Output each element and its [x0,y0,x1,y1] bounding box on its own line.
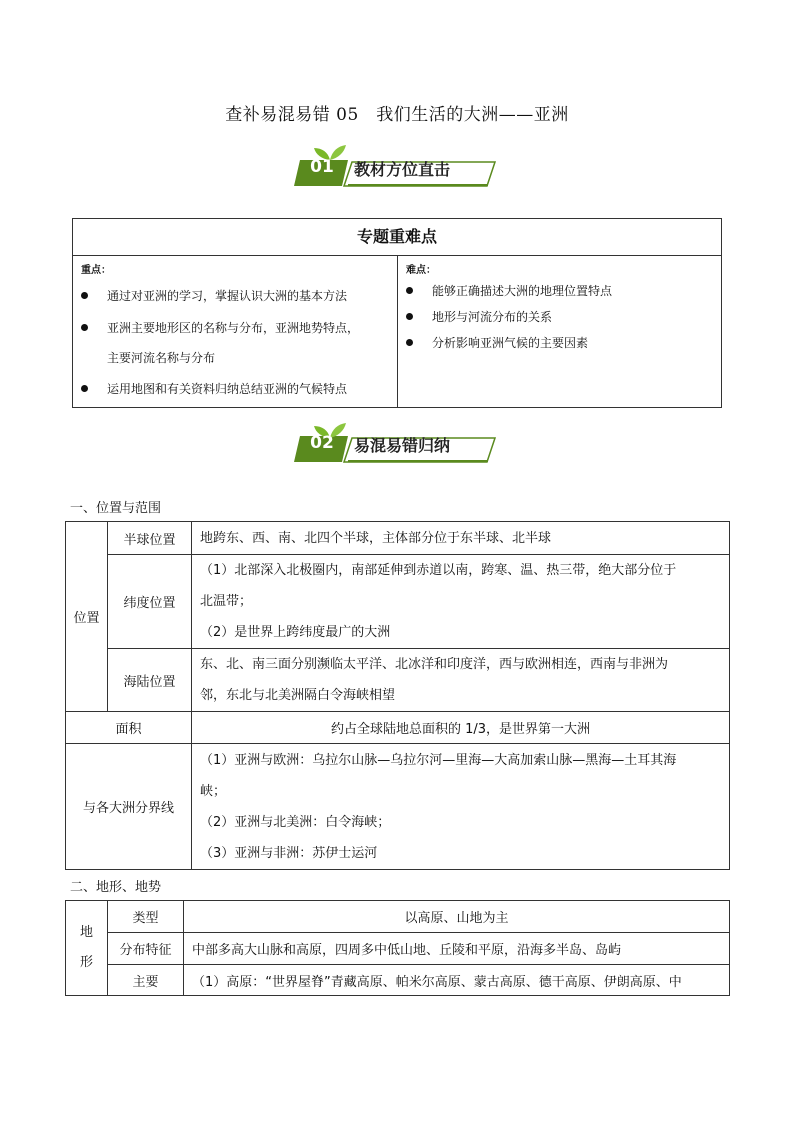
bullet-icon [81,324,88,331]
key-points-column: 重点： 通过对亚洲的学习，掌握认识大洲的基本方法 亚洲主要地形区的名称与分布，亚洲地势特点， 主要河流名称与分布 运用地图和有关资料归纳总结亚洲的气候特点 [73,256,398,407]
badge-number: 01 [310,157,334,177]
page-title: 查补易混易错 05 我们生活的大洲——亚洲 [225,105,569,125]
table-row [66,649,730,712]
row-value: （1）北部深入北极圈内，南部延伸到赤道以南，跨寒、温、热三带，绝大部分位于 北温带； （2）是世界上跨纬度最广的大洲 [192,555,730,649]
row-label: 与各大洲分界线 [66,744,192,870]
row-label: 类型 [108,901,184,933]
row-label: 纬度位置 [108,555,192,649]
row-label: 主要 [108,965,184,996]
table-row [66,933,730,965]
badge-label: 教材方位直击 [354,160,451,179]
bullet-icon [406,339,413,346]
difficult-points-column: 难点： 能够正确描述大洲的地理位置特点 地形与河流分布的关系 分析影响亚洲气候的主要因素 [398,256,721,407]
group-cell: 地形 [66,901,108,996]
table-row [66,901,730,933]
table-row [66,555,730,649]
table-row [66,712,730,744]
bullet-icon [81,292,88,299]
table-row [66,522,730,555]
badge-label: 易混易错归纳 [354,436,451,455]
terrain-table [65,900,730,996]
row-value: 中部多高大山脉和高原，四周多中低山地、丘陵和平原，沿海多半岛、岛屿 [184,933,730,965]
row-label: 半球位置 [108,522,192,555]
row-label: 面积 [66,712,192,744]
row-label: 分布特征 [108,933,184,965]
row-value: 地跨东、西、南、北四个半球，主体部分位于东半球、北半球 [192,522,730,555]
section-badge-01 [292,148,497,188]
key-points-box [72,218,722,408]
section-heading-position: 一、位置与范围 [70,501,162,516]
group-cell: 位置 [66,522,108,712]
key-points-label: 重点： [81,265,111,276]
bullet-icon [81,385,88,392]
row-label: 海陆位置 [108,649,192,712]
row-value: 东、北、南三面分别濒临太平洋、北冰洋和印度洋，西与欧洲相连，西南与非洲为 邻，东北与北美洲隔白令海峡相望 [192,649,730,712]
row-value: 以高原、山地为主 [184,901,730,933]
badge-number: 02 [310,433,334,453]
section-badge-02 [292,428,497,468]
table-row [66,744,730,870]
key-points-heading: 专题重难点 [73,219,721,256]
section-heading-terrain: 二、地形、地势 [70,880,162,895]
row-value: （1）高原：“世界屋脊”青藏高原、帕米尔高原、蒙古高原、德干高原、伊朗高原、中 [184,965,730,996]
bullet-icon [406,313,413,320]
difficult-points-label: 难点： [406,265,436,276]
position-table [65,521,730,870]
table-row [66,965,730,996]
bullet-icon [406,287,413,294]
row-value: （1）亚洲与欧洲：乌拉尔山脉—乌拉尔河—里海—大高加索山脉—黑海—土耳其海 峡； （2）亚洲与北美洲：白令海峡； （3）亚洲与非洲：苏伊士运河 [192,744,730,870]
row-value: 约占全球陆地总面积的 1/3，是世界第一大洲 [192,712,730,744]
